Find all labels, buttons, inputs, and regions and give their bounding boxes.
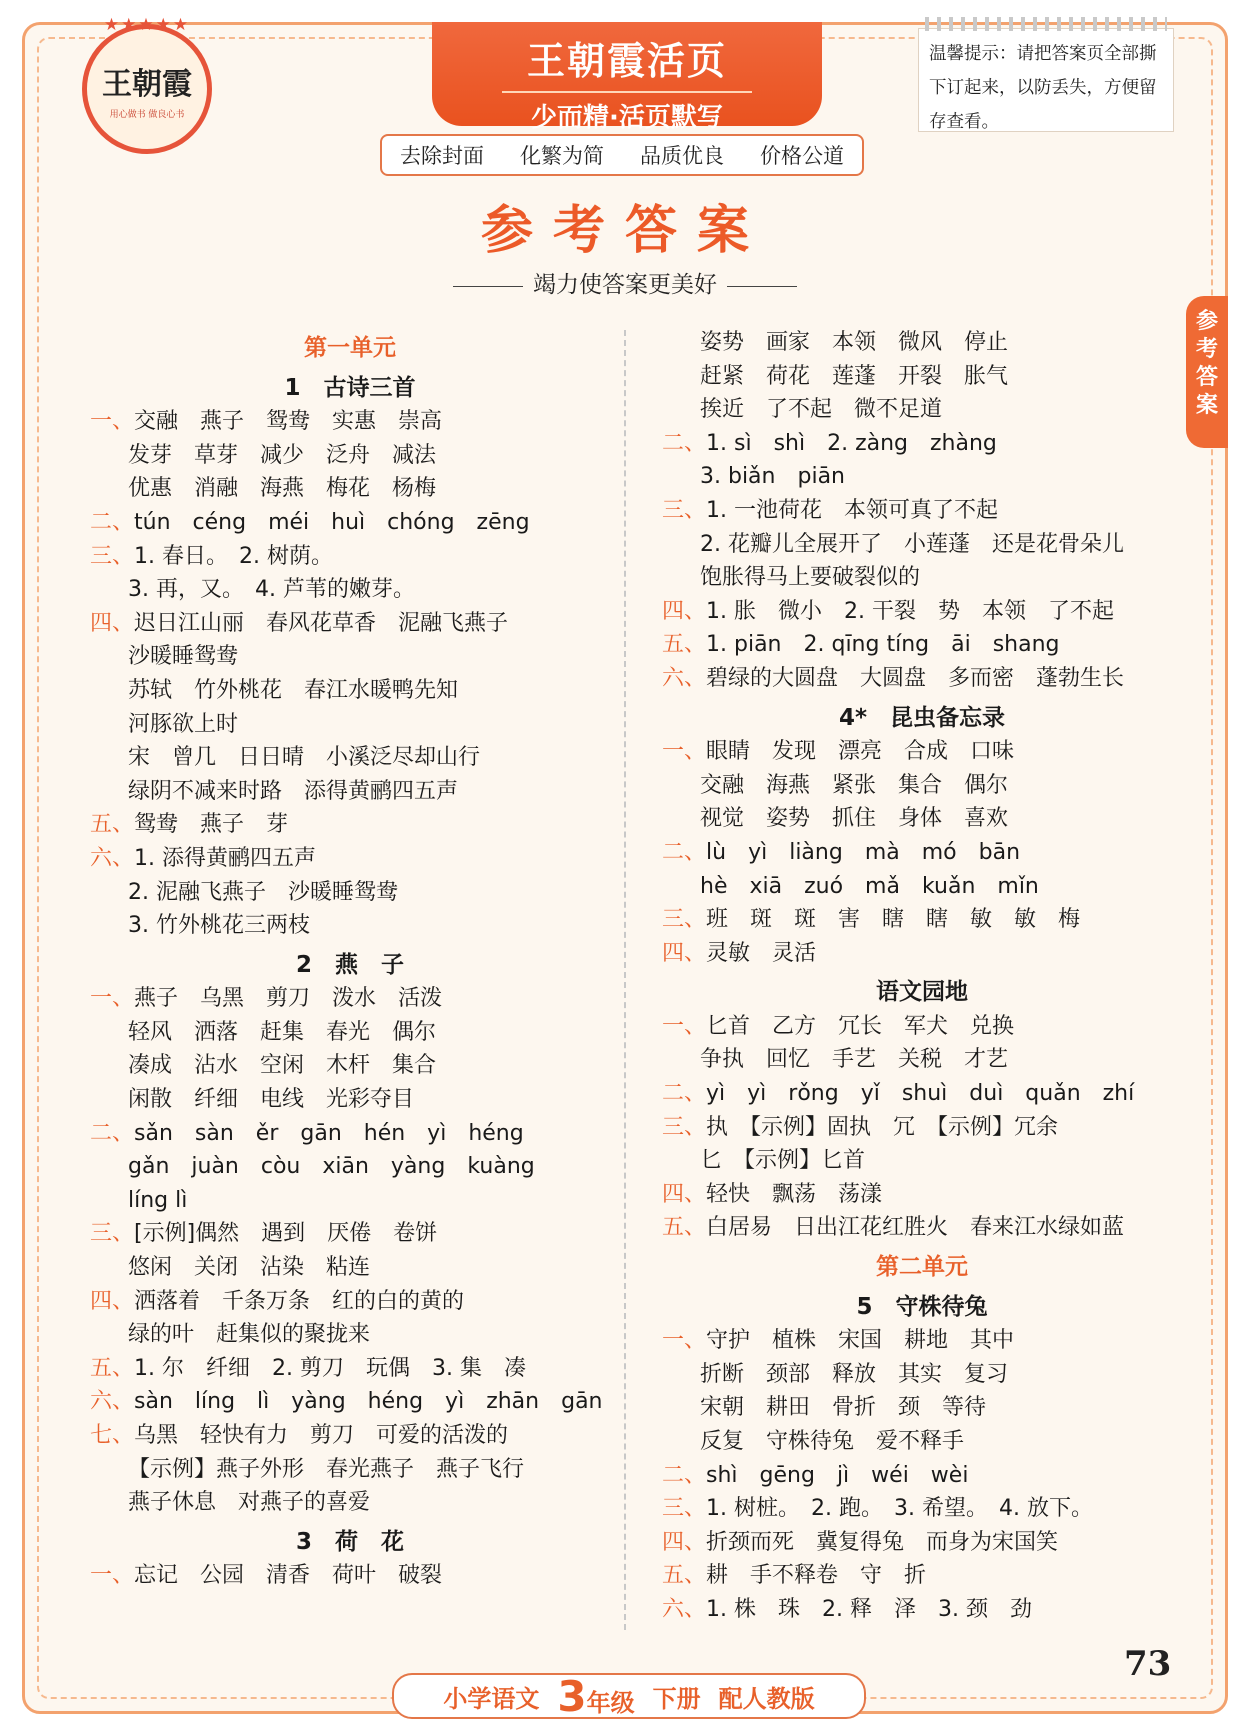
answer-line — [662, 1593, 1182, 1627]
answer-line — [662, 1077, 1182, 1111]
question-number: 一、 — [662, 739, 707, 765]
answer-text: 白居易 日出江花红胜火 春来江水绿如蓝 — [706, 1215, 1125, 1241]
answer-text: 赶紧 荷花 莲蓬 开裂 胀气 — [700, 363, 1009, 389]
answer-text: 1. 添得黄鹂四五声 — [134, 845, 316, 871]
answer-line — [90, 573, 610, 607]
slogan-item: 去除封面 — [400, 144, 484, 168]
question-number: 一、 — [662, 1013, 707, 1039]
answer-line — [90, 506, 610, 540]
answer-line — [662, 1492, 1182, 1526]
answer-line — [662, 561, 1182, 595]
answer-text: 4* 昆虫备忘录 — [838, 704, 1006, 731]
question-number: 二、 — [90, 509, 135, 535]
answer-text: 3 荷 花 — [295, 1528, 404, 1555]
brand-banner — [432, 22, 822, 133]
answer-text: 姿势 画家 本领 微风 停止 — [700, 330, 1009, 355]
answer-text: 1. 株 珠 2. 释 泽 3. 颈 劲 — [706, 1596, 1032, 1622]
answer-line — [662, 662, 1182, 696]
answer-text: 洒落着 千条万条 红的白的黄的 — [134, 1288, 465, 1314]
tip-note — [918, 28, 1174, 132]
answer-text: 挨近 了不起 微不足道 — [700, 397, 943, 423]
answer-line — [90, 472, 610, 506]
answer-text: yì yì rǒng yǐ shuì duì quǎn zhí — [706, 1081, 1135, 1107]
answer-line — [662, 360, 1182, 394]
answer-text: 凑成 沾水 空闲 木杆 集合 — [128, 1053, 437, 1079]
question-number: 三、 — [662, 1114, 707, 1140]
question-number: 六、 — [662, 1596, 707, 1622]
page-title: 参考答案 — [480, 200, 769, 261]
answer-line — [662, 1459, 1182, 1493]
footer-subject: 小学语文 — [443, 1684, 540, 1713]
question-number: 五、 — [90, 1355, 135, 1381]
answer-line — [662, 326, 1182, 360]
answer-text: 忘记 公园 清香 荷叶 破裂 — [134, 1563, 443, 1589]
answer-text: 执 【示例】固执 冗 【示例】冗余 — [706, 1114, 1059, 1140]
answer-line — [90, 876, 610, 910]
question-number: 二、 — [662, 430, 707, 456]
answer-text: 苏轼 竹外桃花 春江水暖鸭先知 — [128, 677, 459, 703]
question-number: 四、 — [90, 1288, 135, 1314]
answer-text: 匕 【示例】匕首 — [700, 1148, 866, 1174]
answer-text: gǎn juàn còu xiān yàng kuàng — [128, 1154, 535, 1180]
answer-text: 闲散 纤细 电线 光彩夺目 — [128, 1087, 415, 1113]
answer-text: 饱胀得马上要破裂似的 — [700, 565, 921, 591]
answer-text: hè xiā zuó mǎ kuǎn mǐn — [700, 873, 1039, 899]
answer-text: 沙暖睡鸳鸯 — [128, 644, 239, 670]
answer-text: 迟日江山丽 春风花草香 泥融飞燕子 — [134, 610, 509, 636]
answer-text: 1. 尔 纤细 2. 剪刀 玩偶 3. 集 凑 — [134, 1355, 526, 1381]
right-column — [662, 326, 1182, 1627]
answer-line — [90, 405, 610, 439]
answer-text: líng lì — [128, 1187, 188, 1213]
answer-text: 1. 胀 微小 2. 干裂 势 本领 了不起 — [706, 598, 1114, 624]
lesson-heading — [662, 702, 1182, 736]
answer-text: 1. 树桩。 2. 跑。 3. 希望。 4. 放下。 — [706, 1496, 1093, 1522]
question-number: 二、 — [662, 839, 707, 865]
tip-text: 温馨提示：请把答案页全部撕下订起来，以防丢失，方便留存查看。 — [929, 44, 1157, 132]
answer-line — [662, 1559, 1182, 1593]
answer-text: 第二单元 — [876, 1254, 968, 1281]
question-number: 六、 — [662, 665, 707, 691]
answer-line — [662, 427, 1182, 461]
lesson-heading — [90, 372, 610, 406]
answer-text: 1. piān 2. qīng tíng āi shang — [706, 632, 1060, 658]
logo-tagline: 用心做书 做良心书 — [109, 109, 185, 120]
answer-text: 反复 守株待兔 爱不释手 — [700, 1429, 965, 1454]
answer-line — [662, 1358, 1182, 1392]
answer-text: 3. biǎn piān — [700, 464, 845, 490]
answer-text: 1. sì shì 2. zàng zhàng — [706, 430, 997, 456]
question-number: 四、 — [662, 598, 707, 624]
answer-text: 绿阴不减来时路 添得黄鹂四五声 — [128, 778, 459, 804]
answer-line — [90, 1318, 610, 1352]
answer-line — [662, 870, 1182, 904]
question-number: 三、 — [662, 497, 707, 523]
answer-text: 守护 植株 宋国 耕地 其中 — [706, 1328, 1015, 1354]
answer-text: shì gēng jì wéi wèi — [706, 1462, 969, 1488]
answer-text: 1. 一池荷花 本领可真了不起 — [706, 497, 998, 523]
answer-line — [90, 1453, 610, 1487]
question-number: 四、 — [662, 940, 707, 966]
answer-text: 匕首 乙方 冗长 军犬 兑换 — [706, 1013, 1015, 1039]
answer-text: 2 燕 子 — [295, 951, 404, 978]
answer-text: 燕子休息 对燕子的喜爱 — [128, 1490, 371, 1516]
answer-text: 乌黑 轻快有力 剪刀 可爱的活泼的 — [134, 1423, 509, 1448]
answer-line — [662, 1178, 1182, 1212]
page-subtitle: 竭力使答案更美好 — [533, 272, 717, 298]
lesson-heading — [90, 949, 610, 983]
question-number: 五、 — [90, 812, 135, 838]
answer-line — [662, 836, 1182, 870]
answer-line — [90, 741, 610, 775]
answer-line — [662, 802, 1182, 836]
answer-line — [90, 1016, 610, 1050]
answer-line — [662, 595, 1182, 629]
answer-line — [662, 460, 1182, 494]
question-number: 四、 — [662, 1181, 707, 1207]
answer-line — [662, 628, 1182, 662]
logo-name: 王朝霞 — [102, 66, 192, 102]
answer-line — [662, 769, 1182, 803]
answer-text: 碧绿的大圆盘 大圆盘 多而密 蓬勃生长 — [706, 665, 1125, 691]
answer-text: 绿的叶 赶集似的聚拢来 — [128, 1322, 371, 1348]
answer-text: 折断 颈部 释放 其实 复习 — [700, 1361, 1009, 1387]
answer-line — [662, 1425, 1182, 1459]
answer-text: 3. 再，又。 4. 芦苇的嫩芽。 — [128, 577, 415, 603]
answer-text: tún céng méi huì chóng zēng — [134, 509, 530, 535]
question-number: 三、 — [662, 1496, 707, 1522]
question-number: 五、 — [662, 1215, 707, 1241]
answer-text: sǎn sàn ěr gān hén yì héng — [134, 1120, 524, 1146]
lesson-heading — [90, 1526, 610, 1560]
answer-line — [90, 1150, 610, 1184]
page-number: 73 — [1124, 1644, 1172, 1684]
answer-line — [90, 1251, 610, 1285]
answer-line — [662, 494, 1182, 528]
answer-line — [662, 937, 1182, 971]
answer-text: [示例]偶然 遇到 厌倦 卷饼 — [134, 1221, 438, 1247]
answer-line — [662, 1526, 1182, 1560]
slogan-item: 价格公道 — [760, 144, 844, 168]
answer-line — [662, 1211, 1182, 1245]
answer-text: 耕 手不释卷 守 折 — [706, 1563, 927, 1589]
answer-text: 交融 海燕 紧张 集合 偶尔 — [700, 772, 1009, 798]
footer-grade-number: 3 — [557, 1671, 587, 1721]
spiral-binding-icon — [925, 17, 1167, 31]
answer-text: lù yì liàng mà mó bān — [706, 839, 1021, 865]
answer-line — [662, 1111, 1182, 1145]
answer-line — [662, 393, 1182, 427]
answer-line — [662, 903, 1182, 937]
answer-line — [90, 982, 610, 1016]
footer-bar — [392, 1673, 866, 1719]
answer-text: 1. 春日。 2. 树荫。 — [134, 543, 333, 569]
answer-line — [90, 842, 610, 876]
answer-text: 5 守株待兔 — [856, 1293, 988, 1320]
question-number: 六、 — [90, 845, 135, 871]
answer-text: 眼睛 发现 漂亮 合成 口味 — [706, 739, 1015, 765]
answer-line — [90, 1419, 610, 1453]
question-number: 三、 — [90, 543, 135, 569]
answer-line — [90, 1049, 610, 1083]
unit-heading — [662, 1251, 1182, 1285]
answer-line — [662, 1010, 1182, 1044]
slogan-bar — [380, 134, 864, 176]
question-number: 五、 — [662, 632, 707, 658]
question-number: 一、 — [90, 1563, 135, 1589]
question-number: 四、 — [90, 610, 135, 636]
answer-text: 轻风 洒落 赶集 春光 偶尔 — [128, 1019, 437, 1045]
page-subtitle-wrap — [0, 266, 1250, 299]
question-number: 四、 — [662, 1529, 707, 1555]
answer-text: 班 斑 斑 害 瞎 瞎 敏 敏 梅 — [706, 907, 1081, 933]
side-tab: 参考答案 — [1186, 296, 1228, 448]
brand-title: 王朝霞活页 — [526, 38, 727, 83]
footer-edition: 配人教版 — [718, 1684, 815, 1713]
answer-text: 鸳鸯 燕子 芽 — [134, 812, 289, 838]
answer-text: 折颈而死 冀复得兔 而身为宋国笑 — [706, 1529, 1059, 1555]
footer-volume: 下册 — [652, 1684, 701, 1713]
question-number: 五、 — [662, 1563, 707, 1589]
question-number: 一、 — [662, 1328, 707, 1354]
answer-line — [90, 607, 610, 641]
question-number: 六、 — [90, 1389, 135, 1415]
answer-line — [90, 1385, 610, 1419]
answer-line — [90, 439, 610, 473]
answer-text: 【示例】燕子外形 春光燕子 燕子飞行 — [128, 1456, 525, 1482]
question-number: 二、 — [90, 1120, 135, 1146]
unit-heading — [90, 332, 610, 366]
answer-line — [662, 1324, 1182, 1358]
answer-text: 语文园地 — [876, 979, 968, 1006]
answer-line — [90, 1217, 610, 1251]
answer-text: 2. 花瓣儿全展开了 小莲蓬 还是花骨朵儿 — [700, 531, 1124, 557]
answer-text: 轻快 飘荡 荡漾 — [706, 1181, 883, 1207]
answer-line — [662, 1144, 1182, 1178]
answer-line — [90, 1352, 610, 1386]
answer-text: 第一单元 — [304, 335, 396, 361]
stars-icon: ★★★★★ — [103, 15, 191, 35]
answer-text: 河豚欲上时 — [128, 711, 239, 737]
answer-line — [662, 1391, 1182, 1425]
answer-line — [90, 1117, 610, 1151]
answer-text: 灵敏 灵活 — [706, 940, 817, 966]
question-number: 二、 — [662, 1081, 707, 1107]
answer-line — [90, 708, 610, 742]
lesson-heading — [662, 976, 1182, 1010]
answer-line — [90, 1486, 610, 1520]
answer-line — [662, 1043, 1182, 1077]
question-number: 三、 — [90, 1221, 135, 1247]
answer-line — [90, 1184, 610, 1218]
answer-line — [90, 909, 610, 943]
question-number: 一、 — [90, 986, 135, 1012]
answer-line — [90, 1083, 610, 1117]
answer-line — [90, 674, 610, 708]
brand-subtitle: 少而精·活页默写 — [502, 91, 752, 134]
answer-line — [90, 540, 610, 574]
slogan-item: 化繁为简 — [520, 144, 604, 168]
question-number: 七、 — [90, 1423, 135, 1448]
answer-line — [90, 775, 610, 809]
answer-text: 燕子 乌黑 剪刀 泼水 活泼 — [134, 986, 443, 1012]
answer-text: 视觉 姿势 抓住 身体 喜欢 — [700, 806, 1009, 832]
answer-line — [90, 1559, 610, 1593]
column-divider — [624, 330, 626, 1630]
slogan-item: 品质优良 — [640, 144, 724, 168]
answer-line — [90, 640, 610, 674]
answer-line — [90, 1285, 610, 1319]
left-column — [90, 326, 610, 1593]
answer-text: sàn líng lì yàng héng yì zhān gān — [134, 1389, 603, 1415]
lesson-heading — [662, 1291, 1182, 1325]
footer-grade-label: 年级 — [586, 1688, 635, 1717]
answer-text: 优惠 消融 海燕 梅花 杨梅 — [128, 476, 437, 502]
answer-text: 交融 燕子 鸳鸯 实惠 崇高 — [134, 409, 443, 435]
answer-text: 争执 回忆 手艺 关税 才艺 — [700, 1047, 1009, 1073]
answer-line — [90, 808, 610, 842]
answer-line — [662, 735, 1182, 769]
answer-text: 宋 曾几 日日晴 小溪泛尽却山行 — [128, 745, 481, 771]
question-number: 二、 — [662, 1462, 707, 1488]
answer-text: 宋朝 耕田 骨折 颈 等待 — [700, 1395, 987, 1421]
answer-text: 3. 竹外桃花三两枝 — [128, 913, 310, 939]
answer-text: 1 古诗三首 — [284, 374, 416, 401]
brand-logo — [82, 15, 212, 154]
answer-text: 2. 泥融飞燕子 沙暖睡鸳鸯 — [128, 879, 398, 905]
question-number: 一、 — [90, 409, 135, 435]
question-number: 三、 — [662, 907, 707, 933]
answer-line — [662, 528, 1182, 562]
answer-text: 悠闲 关闭 沾染 粘连 — [128, 1255, 371, 1281]
answer-text: 发芽 草芽 减少 泛舟 减法 — [128, 442, 437, 468]
